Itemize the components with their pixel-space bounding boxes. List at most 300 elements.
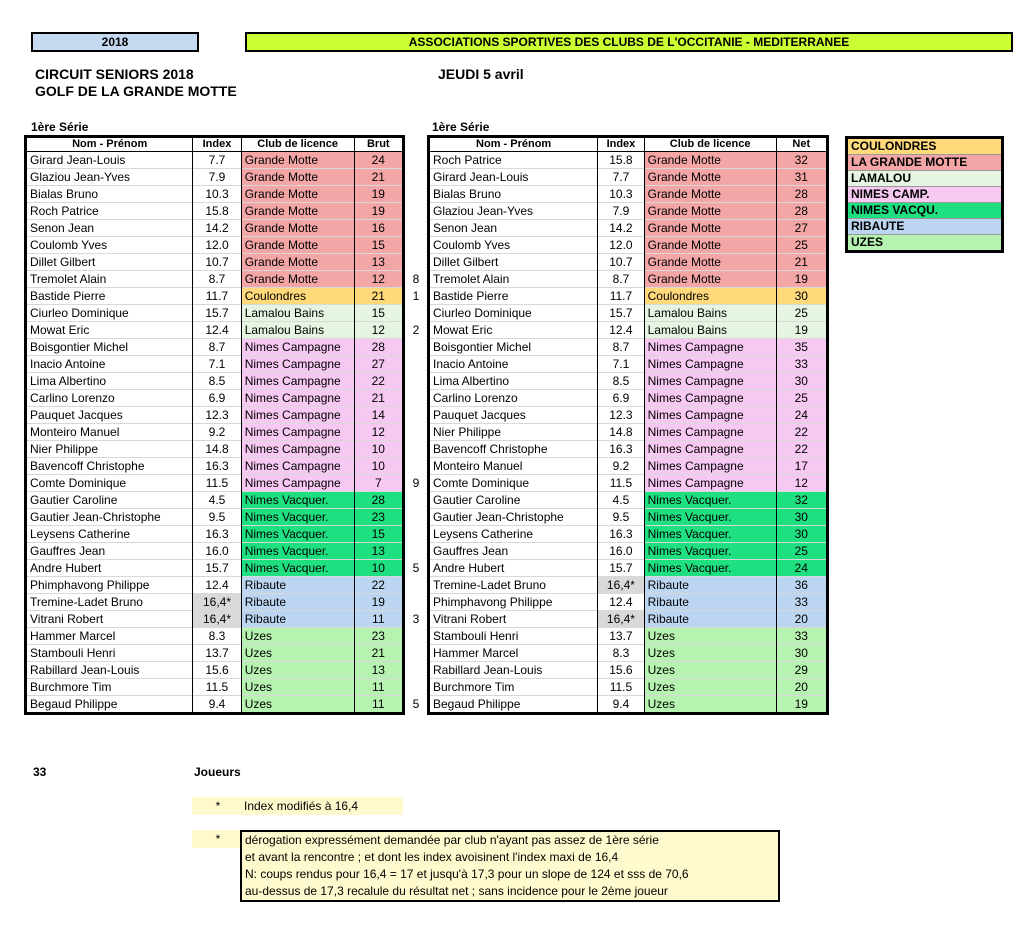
- club-cell: Grande Motte: [241, 203, 354, 220]
- club-cell: Nimes Vacquer.: [644, 543, 776, 560]
- score-cell: 23: [354, 509, 403, 526]
- index-cell: 15.8: [598, 152, 644, 169]
- score-cell: 28: [354, 492, 403, 509]
- club-cell: Nimes Campagne: [241, 441, 354, 458]
- club-cell: Nimes Campagne: [241, 339, 354, 356]
- club-cell: Nimes Vacquer.: [241, 509, 354, 526]
- score-cell: 22: [354, 373, 403, 390]
- year-badge: 2018: [31, 32, 199, 52]
- index-cell: 16,4*: [193, 611, 241, 628]
- score-cell: 19: [354, 186, 403, 203]
- index-cell: 7.9: [598, 203, 644, 220]
- score-cell: 19: [354, 594, 403, 611]
- index-cell: 9.5: [598, 509, 644, 526]
- table-row: [429, 492, 828, 509]
- score-cell: 23: [354, 628, 403, 645]
- player-name-cell: Girard Jean-Louis: [26, 152, 193, 169]
- player-name-cell: Pauquet Jacques: [26, 407, 193, 424]
- club-cell: Grande Motte: [644, 186, 776, 203]
- table-row: [429, 662, 828, 679]
- player-name-cell: Ciurleo Dominique: [429, 305, 598, 322]
- table-row: [429, 356, 828, 373]
- table-row: [429, 441, 828, 458]
- score-cell: 24: [776, 560, 827, 577]
- club-cell: Nimes Campagne: [241, 407, 354, 424]
- table-row: [429, 577, 828, 594]
- player-name-cell: Monteiro Manuel: [26, 424, 193, 441]
- club-cell: Nimes Vacquer.: [241, 560, 354, 577]
- legend-row: [847, 219, 1003, 235]
- club-cell: Nimes Campagne: [241, 373, 354, 390]
- club-count: 8: [412, 271, 420, 286]
- index-cell: 6.9: [193, 390, 241, 407]
- player-name-cell: Comte Dominique: [429, 475, 598, 492]
- table-row: [26, 696, 404, 714]
- club-cell: Nimes Vacquer.: [644, 560, 776, 577]
- index-cell: 16,4*: [598, 577, 644, 594]
- score-cell: 13: [354, 662, 403, 679]
- index-cell: 12.4: [193, 577, 241, 594]
- index-cell: 15.7: [193, 560, 241, 577]
- col-header-index: Index: [193, 137, 241, 152]
- index-cell: 15.8: [193, 203, 241, 220]
- player-name-cell: Coulomb Yves: [429, 237, 598, 254]
- score-cell: 19: [776, 271, 827, 288]
- player-name-cell: Carlino Lorenzo: [429, 390, 598, 407]
- index-cell: 13.7: [193, 645, 241, 662]
- table-row: [26, 203, 404, 220]
- player-name-cell: Stambouli Henri: [26, 645, 193, 662]
- club-cell: Grande Motte: [644, 237, 776, 254]
- player-name-cell: Tremolet Alain: [429, 271, 598, 288]
- club-cell: Nimes Campagne: [644, 407, 776, 424]
- player-name-cell: Nier Philippe: [429, 424, 598, 441]
- players-label: Joueurs: [194, 765, 241, 779]
- score-cell: 25: [776, 390, 827, 407]
- index-cell: 7.1: [193, 356, 241, 373]
- score-cell: 28: [354, 339, 403, 356]
- player-name-cell: Ciurleo Dominique: [26, 305, 193, 322]
- legend-row: [847, 203, 1003, 219]
- score-cell: 19: [776, 322, 827, 339]
- player-name-cell: Leysens Catherine: [429, 526, 598, 543]
- club-cell: Ribaute: [241, 611, 354, 628]
- score-cell: 11: [354, 611, 403, 628]
- club-cell: Nimes Campagne: [644, 458, 776, 475]
- score-cell: 12: [354, 271, 403, 288]
- score-cell: 33: [776, 356, 827, 373]
- player-name-cell: Bastide Pierre: [429, 288, 598, 305]
- club-cell: Nimes Campagne: [241, 475, 354, 492]
- score-cell: 24: [776, 407, 827, 424]
- score-cell: 19: [776, 696, 827, 714]
- player-name-cell: Glaziou Jean-Yves: [26, 169, 193, 186]
- index-cell: 8.3: [193, 628, 241, 645]
- score-cell: 17: [776, 458, 827, 475]
- score-cell: 28: [776, 203, 827, 220]
- club-cell: Nimes Campagne: [241, 458, 354, 475]
- course-title: GOLF DE LA GRANDE MOTTE: [35, 83, 237, 99]
- association-title: ASSOCIATIONS SPORTIVES DES CLUBS DE L'OCCITANIE - MEDITERRANEE: [245, 32, 1013, 52]
- club-cell: Ribaute: [644, 611, 776, 628]
- club-cell: Nimes Vacquer.: [644, 509, 776, 526]
- left-serie-label: 1ère Série: [31, 120, 89, 134]
- col-header-club: Club de licence: [644, 137, 776, 152]
- index-cell: 10.3: [598, 186, 644, 203]
- table-row: [429, 152, 828, 169]
- index-cell: 12.0: [598, 237, 644, 254]
- note1-text: Index modifiés à 16,4: [244, 799, 359, 813]
- index-cell: 8.5: [193, 373, 241, 390]
- player-name-cell: Inacio Antoine: [429, 356, 598, 373]
- player-name-cell: Lima Albertino: [26, 373, 193, 390]
- table-row: [26, 475, 404, 492]
- club-cell: Grande Motte: [644, 203, 776, 220]
- club-cell: Uzes: [644, 679, 776, 696]
- index-cell: 14.2: [598, 220, 644, 237]
- table-row: [429, 373, 828, 390]
- player-name-cell: Carlino Lorenzo: [26, 390, 193, 407]
- score-cell: 30: [776, 526, 827, 543]
- score-cell: 27: [354, 356, 403, 373]
- index-cell: 9.2: [193, 424, 241, 441]
- score-cell: 24: [354, 152, 403, 169]
- club-cell: Uzes: [241, 628, 354, 645]
- table-header-row: [429, 137, 828, 152]
- index-cell: 14.8: [598, 424, 644, 441]
- index-cell: 12.0: [193, 237, 241, 254]
- score-cell: 25: [776, 543, 827, 560]
- score-cell: 22: [776, 424, 827, 441]
- table-row: [26, 611, 404, 628]
- player-name-cell: Phimphavong Philippe: [429, 594, 598, 611]
- score-cell: 21: [354, 288, 403, 305]
- club-cell: Grande Motte: [241, 220, 354, 237]
- index-cell: 4.5: [193, 492, 241, 509]
- score-cell: 10: [354, 458, 403, 475]
- index-cell: 9.4: [598, 696, 644, 714]
- player-name-cell: Glaziou Jean-Yves: [429, 203, 598, 220]
- club-cell: Nimes Campagne: [644, 441, 776, 458]
- table-row: [429, 254, 828, 271]
- table-row: [26, 577, 404, 594]
- index-cell: 9.5: [193, 509, 241, 526]
- score-cell: 21: [354, 169, 403, 186]
- player-name-cell: Comte Dominique: [26, 475, 193, 492]
- index-cell: 16.3: [193, 458, 241, 475]
- player-name-cell: Bialas Bruno: [429, 186, 598, 203]
- player-name-cell: Stambouli Henri: [429, 628, 598, 645]
- club-cell: Lamalou Bains: [644, 305, 776, 322]
- club-cell: Coulondres: [241, 288, 354, 305]
- player-name-cell: Senon Jean: [429, 220, 598, 237]
- index-cell: 15.7: [598, 560, 644, 577]
- index-cell: 15.7: [598, 305, 644, 322]
- player-name-cell: Girard Jean-Louis: [429, 169, 598, 186]
- table-row: [26, 390, 404, 407]
- table-row: [429, 390, 828, 407]
- legend-item: RIBAUTE: [847, 219, 1003, 235]
- legend-row: [847, 187, 1003, 203]
- net-table-body: [429, 152, 828, 714]
- score-cell: 10: [354, 560, 403, 577]
- table-row: [26, 543, 404, 560]
- player-name-cell: Bastide Pierre: [26, 288, 193, 305]
- index-cell: 12.4: [598, 594, 644, 611]
- player-name-cell: Begaud Philippe: [26, 696, 193, 714]
- table-row: [26, 628, 404, 645]
- club-cell: Nimes Vacquer.: [241, 543, 354, 560]
- player-name-cell: Hammer Marcel: [26, 628, 193, 645]
- club-cell: Nimes Campagne: [644, 373, 776, 390]
- index-cell: 12.3: [598, 407, 644, 424]
- table-row: [429, 594, 828, 611]
- player-name-cell: Dillet Gilbert: [26, 254, 193, 271]
- index-cell: 7.9: [193, 169, 241, 186]
- index-cell: 16,4*: [193, 594, 241, 611]
- player-name-cell: Leysens Catherine: [26, 526, 193, 543]
- score-cell: 12: [354, 424, 403, 441]
- index-cell: 11.7: [193, 288, 241, 305]
- player-name-cell: Vitrani Robert: [429, 611, 598, 628]
- score-cell: 25: [776, 305, 827, 322]
- club-cell: Uzes: [644, 696, 776, 714]
- note-modified-index: [192, 797, 403, 815]
- player-name-cell: Vitrani Robert: [26, 611, 193, 628]
- right-serie-label: 1ère Série: [432, 120, 490, 134]
- col-header-name: Nom - Prénom: [429, 137, 598, 152]
- score-cell: 19: [354, 203, 403, 220]
- table-row: [26, 373, 404, 390]
- table-row: [26, 220, 404, 237]
- brut-results-table: [24, 135, 405, 715]
- club-cell: Nimes Campagne: [644, 339, 776, 356]
- club-cell: Grande Motte: [644, 169, 776, 186]
- score-cell: 14: [354, 407, 403, 424]
- club-cell: Uzes: [644, 628, 776, 645]
- brut-table-body: [26, 152, 404, 714]
- score-cell: 22: [776, 441, 827, 458]
- player-name-cell: Tremine-Ladet Bruno: [429, 577, 598, 594]
- player-name-cell: Mowat Eric: [429, 322, 598, 339]
- club-cell: Nimes Campagne: [241, 424, 354, 441]
- player-name-cell: Nier Philippe: [26, 441, 193, 458]
- club-cell: Nimes Vacquer.: [644, 492, 776, 509]
- note1-star: *: [215, 799, 221, 813]
- table-row: [26, 441, 404, 458]
- score-cell: 33: [776, 628, 827, 645]
- score-cell: 29: [776, 662, 827, 679]
- player-name-cell: Pauquet Jacques: [429, 407, 598, 424]
- club-cell: Lamalou Bains: [644, 322, 776, 339]
- score-cell: 28: [776, 186, 827, 203]
- note2-star: *: [215, 832, 221, 846]
- score-cell: 13: [354, 543, 403, 560]
- legend-row: [847, 171, 1003, 187]
- player-name-cell: Tremine-Ladet Bruno: [26, 594, 193, 611]
- score-cell: 30: [776, 373, 827, 390]
- score-cell: 10: [354, 441, 403, 458]
- legend-item: UZES: [847, 235, 1003, 252]
- legend-item: NIMES VACQU.: [847, 203, 1003, 219]
- club-cell: Uzes: [241, 662, 354, 679]
- score-cell: 32: [776, 492, 827, 509]
- index-cell: 16,4*: [598, 611, 644, 628]
- legend-item: COULONDRES: [847, 138, 1003, 155]
- club-cell: Ribaute: [644, 577, 776, 594]
- table-row: [26, 509, 404, 526]
- index-cell: 10.3: [193, 186, 241, 203]
- club-cell: Nimes Campagne: [644, 356, 776, 373]
- score-cell: 13: [354, 254, 403, 271]
- score-cell: 30: [776, 645, 827, 662]
- score-cell: 21: [354, 645, 403, 662]
- table-row: [26, 339, 404, 356]
- table-row: [26, 356, 404, 373]
- club-cell: Grande Motte: [241, 186, 354, 203]
- club-cell: Nimes Campagne: [241, 390, 354, 407]
- index-cell: 7.1: [598, 356, 644, 373]
- club-cell: Uzes: [241, 645, 354, 662]
- table-row: [429, 203, 828, 220]
- score-cell: 21: [354, 390, 403, 407]
- score-cell: 30: [776, 509, 827, 526]
- player-name-cell: Burchmore Tim: [26, 679, 193, 696]
- table-row: [429, 322, 828, 339]
- player-name-cell: Gautier Caroline: [429, 492, 598, 509]
- score-cell: 21: [776, 254, 827, 271]
- index-cell: 8.7: [193, 271, 241, 288]
- index-cell: 9.2: [598, 458, 644, 475]
- player-name-cell: Bialas Bruno: [26, 186, 193, 203]
- index-cell: 14.8: [193, 441, 241, 458]
- table-row: [429, 611, 828, 628]
- table-row: [26, 492, 404, 509]
- legend-item: LAMALOU: [847, 171, 1003, 187]
- player-name-cell: Inacio Antoine: [26, 356, 193, 373]
- index-cell: 13.7: [598, 628, 644, 645]
- note2-line: dérogation expressément demandée par club n'ayant pas assez de 1ère série: [245, 833, 659, 847]
- table-row: [429, 645, 828, 662]
- player-name-cell: Rabillard Jean-Louis: [26, 662, 193, 679]
- club-count: 5: [412, 560, 420, 575]
- table-row: [429, 305, 828, 322]
- club-cell: Nimes Vacquer.: [241, 492, 354, 509]
- score-cell: 15: [354, 526, 403, 543]
- index-cell: 15.6: [193, 662, 241, 679]
- table-row: [429, 458, 828, 475]
- table-row: [26, 271, 404, 288]
- player-name-cell: Phimphavong Philippe: [26, 577, 193, 594]
- table-row: [429, 696, 828, 714]
- table-row: [26, 526, 404, 543]
- club-cell: Uzes: [644, 645, 776, 662]
- index-cell: 12.3: [193, 407, 241, 424]
- index-cell: 9.4: [193, 696, 241, 714]
- index-cell: 8.7: [598, 271, 644, 288]
- index-cell: 8.7: [598, 339, 644, 356]
- table-row: [26, 305, 404, 322]
- table-row: [429, 679, 828, 696]
- table-row: [429, 288, 828, 305]
- table-row: [26, 662, 404, 679]
- table-row: [26, 594, 404, 611]
- club-count: 5: [412, 696, 420, 711]
- club-cell: Nimes Campagne: [241, 356, 354, 373]
- score-cell: 12: [776, 475, 827, 492]
- legend-item: NIMES CAMP.: [847, 187, 1003, 203]
- club-cell: Lamalou Bains: [241, 305, 354, 322]
- player-name-cell: Boisgontier Michel: [429, 339, 598, 356]
- player-name-cell: Tremolet Alain: [26, 271, 193, 288]
- note2-line: au-dessus de 17,3 recalule du résultat net ; sans incidence pour le 2ème joueur: [245, 884, 668, 898]
- player-name-cell: Mowat Eric: [26, 322, 193, 339]
- col-header-name: Nom - Prénom: [26, 137, 193, 152]
- index-cell: 12.4: [598, 322, 644, 339]
- club-cell: Uzes: [644, 662, 776, 679]
- score-cell: 16: [354, 220, 403, 237]
- table-row: [26, 458, 404, 475]
- score-cell: 32: [776, 152, 827, 169]
- table-row: [26, 152, 404, 169]
- note2-line: N: coups rendus pour 16,4 = 17 et jusqu'à 17,3 pour un slope de 124 et sss de 70,6: [245, 867, 689, 881]
- player-name-cell: Hammer Marcel: [429, 645, 598, 662]
- player-name-cell: Gauffres Jean: [26, 543, 193, 560]
- club-cell: Nimes Campagne: [644, 475, 776, 492]
- table-row: [429, 424, 828, 441]
- score-cell: 11: [354, 679, 403, 696]
- club-cell: Ribaute: [241, 594, 354, 611]
- club-cell: Grande Motte: [241, 169, 354, 186]
- legend-row: [847, 138, 1003, 155]
- index-cell: 16.0: [598, 543, 644, 560]
- player-name-cell: Bavencoff Christophe: [26, 458, 193, 475]
- club-cell: Grande Motte: [644, 152, 776, 169]
- club-cell: Uzes: [241, 696, 354, 714]
- table-row: [429, 628, 828, 645]
- score-cell: 15: [354, 305, 403, 322]
- index-cell: 16.0: [193, 543, 241, 560]
- score-cell: 20: [776, 679, 827, 696]
- col-header-index: Index: [598, 137, 644, 152]
- index-cell: 8.5: [598, 373, 644, 390]
- table-header-row: [26, 137, 404, 152]
- note2-line: et avant la rencontre ; et dont les index avoisinent l'index maxi de 16,4: [245, 850, 619, 864]
- index-cell: 11.5: [598, 475, 644, 492]
- club-cell: Grande Motte: [241, 237, 354, 254]
- player-name-cell: Boisgontier Michel: [26, 339, 193, 356]
- club-color-legend: [845, 136, 1004, 253]
- player-name-cell: Andre Hubert: [429, 560, 598, 577]
- player-name-cell: Gautier Jean-Christophe: [429, 509, 598, 526]
- index-cell: 4.5: [598, 492, 644, 509]
- legend-body: [847, 138, 1003, 252]
- score-cell: 36: [776, 577, 827, 594]
- player-name-cell: Lima Albertino: [429, 373, 598, 390]
- club-count: 9: [412, 475, 420, 490]
- club-cell: Grande Motte: [241, 271, 354, 288]
- table-row: [429, 509, 828, 526]
- index-cell: 16.3: [598, 441, 644, 458]
- net-results-table: [427, 135, 829, 715]
- index-cell: 11.5: [193, 679, 241, 696]
- table-row: [429, 560, 828, 577]
- table-row: [26, 560, 404, 577]
- club-cell: Nimes Campagne: [644, 390, 776, 407]
- index-cell: 16.3: [598, 526, 644, 543]
- table-row: [26, 254, 404, 271]
- club-cell: Nimes Vacquer.: [644, 526, 776, 543]
